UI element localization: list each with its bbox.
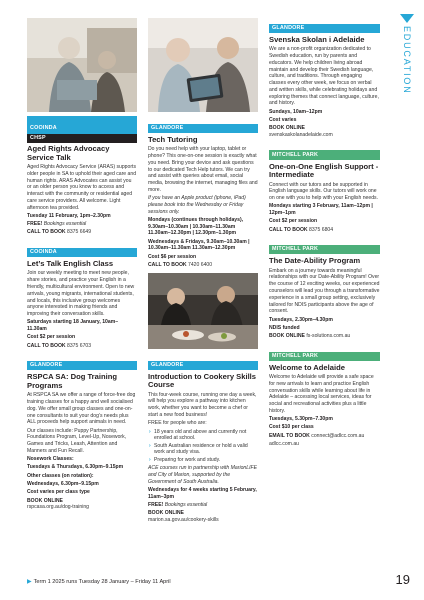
wed-fri-times: Wednesdays & Fridays, 9.30am–10.30am | 10.30am–11.30am 11.30am–12.30pm [148, 238, 250, 252]
location-tag: GLANDORE [27, 361, 137, 370]
booking-link[interactable]: fs-solutions.com.au [306, 333, 351, 340]
event-date: Tuesday 11 February, 1pm–2.30pm [27, 212, 111, 219]
photo-seniors [27, 18, 137, 112]
location-tag: COOINDA [27, 124, 60, 133]
tech-tutoring-entry [148, 116, 258, 269]
event-date: Sundays, 10am–12pm [269, 108, 323, 115]
location-tag: MITCHELL PARK [269, 245, 380, 254]
triangle-down-icon [400, 14, 414, 23]
booking-link[interactable]: marion.sa.gov.au/cookery-skills [148, 516, 219, 523]
booking-link[interactable]: rspcasa.org.au/dog-training [27, 504, 90, 511]
nosework-time: Tuesdays & Thursdays, 6.30pm–9.15pm [27, 464, 124, 471]
other-time: Wednesdays, 6.30pm–9.15pm [27, 480, 99, 487]
triangle-right-icon: ▶ [27, 579, 32, 585]
eligibility-label: FREE for people who are: [148, 420, 207, 427]
event-description: Do you need help with your laptop, tablet or phone? This one-on-one session is exactly what you need. Bring your device and ask questions to our dedicated Tech Help tutors. We can try and assist with queries about email, social media, browsing the internet, managing files and more. [148, 146, 258, 193]
phone-number[interactable]: 8375 6703 [67, 342, 92, 349]
location-tag: GLANDORE [148, 124, 258, 133]
free-note: Bookings essential [164, 501, 208, 508]
nosework-label: Nosework Classes: [27, 456, 74, 463]
event-date: Tuesdays, 2.30pm–4.30pm [269, 316, 333, 323]
term-dates: Term 1 2025 runs Tuesday 28 January – Friday 11 April [33, 579, 171, 585]
event-description: Aged Rights Advocacy Service (ARAS) supports older people in SA to uphold their aged care and human rights. ARAS Advocates can assist you or an older person you know to access and interact with the community or residential aged care service providers. All welcome. Light afternoon tea provided. [27, 164, 137, 211]
book-label: BOOK ONLINE [27, 497, 63, 504]
event-classes: Our classes include: Puppy Partnership, Foundations Program, Level-Up, Nosework, Games and Tricks, Leash, Attention and Manners and Fun Recall. [27, 427, 127, 454]
funding-note: NDIS funded [269, 324, 300, 331]
book-label: BOOK ONLINE [148, 510, 184, 517]
swedish-school-entry [269, 16, 380, 139]
event-description: We are a non-profit organization dedicated to Swedish education, run by parents and educators. We help children living abroad maintain and develop their Swedish language, culture, and traditions. Through engaging classes every other week, we focus on verbal and written skills, while celebrating holidays and exploring themes that connect language, culture, and history. [269, 46, 379, 107]
date-ability-entry [269, 237, 380, 339]
english-class-entry [27, 240, 137, 349]
event-date: Mondays starting 3 February, 11am–12pm | 12pm–1pm [269, 203, 373, 217]
cookery-entry [148, 353, 258, 524]
section-marker [400, 14, 414, 95]
event-description: At RSPCA SA we offer a range of force-free dog training classes for a happy and well socialised dog. We offer small group classes and one-on-one consultants to suit your dog’s needs plus ALL proceeds help support animals in need. [27, 392, 136, 426]
email-link[interactable]: connect@adlcc.com.au [311, 432, 365, 439]
book-label: BOOK ONLINE [269, 333, 305, 340]
event-title: Aged Rights Advocacy Service Talk [27, 144, 110, 162]
email-label: EMAIL TO BOOK [269, 432, 310, 439]
location-tag: MITCHELL PARK [269, 352, 380, 361]
list-item: › Preparing for work and study. [148, 457, 258, 464]
call-label: CALL TO BOOK [27, 342, 66, 349]
book-label: BOOK ONLINE [269, 125, 305, 132]
event-cost: Cost varies [269, 116, 297, 123]
event-description: Welcome to Adelaide will provide a safe space for new arrivals to learn and practice English conversation skills while learning about life in Adelaide – accessing local services, ideas for social and recreational activities plus a little history. [269, 374, 374, 414]
event-title: One-on-One English Support - Intermediate [269, 161, 379, 180]
column-2 [148, 18, 258, 525]
program-tag: CHSP [27, 134, 137, 143]
eligibility-list [148, 429, 258, 464]
monday-times: Mondays (continues through holidays), 9.30am–10.30am | 10.30am–11.30am 11.30am–12.30pm | 12.30pm–1.30pm [148, 216, 244, 237]
photo-cookery [148, 273, 258, 349]
free-label: FREE! [27, 221, 43, 228]
location-tag: GLANDORE [148, 361, 258, 370]
dog-training-entry [27, 353, 137, 511]
event-cost: Cost $6 per session [148, 253, 197, 260]
event-description: Join our weekly meeting to meet new people, share stories, and practice your English in a friendly, multicultural environment. Open to new arrivals, young migrants, international students, and locals, this inclusive group welcomes anyone interested in making friends and improving their conversation skills. [27, 270, 135, 318]
photo-tech [148, 18, 258, 112]
location-tag: GLANDORE [269, 24, 380, 33]
event-date: Wednesdays for 4 weeks starting 5 February, 11am–3pm [148, 486, 257, 500]
website-link[interactable]: adlcc.com.au [269, 440, 300, 447]
event-description: Embark on a journey towards meaningful relationships with our Date-Ability Program! Over the course of 12 exciting weeks, our experienced counselors will lead you through a transformative experience in a small group setting, exclusively tailored for NDIS participants above the age of consent. [269, 267, 380, 315]
tech-image [148, 18, 258, 112]
one-on-one-entry [269, 143, 380, 234]
list-item: › 18 years old and above and currently not enrolled at school. [148, 429, 258, 443]
column-3 [269, 16, 380, 449]
location-tag: MITCHELL PARK [269, 150, 380, 159]
event-date: Tuesdays, 5.30pm–7.30pm [269, 416, 333, 423]
event-cost: Cost $10 per class [269, 424, 314, 431]
booking-link[interactable]: svenskaskolanadelaide.com [269, 131, 333, 138]
location-tag: COOINDA [27, 248, 137, 257]
welcome-adelaide-entry [269, 344, 380, 448]
event-cost: Cost $2 per session [269, 218, 318, 225]
list-item: › South Australian residence or hold a valid work and study visa. [148, 443, 258, 457]
event-date: Saturdays starting 18 January, 10am–11.30am [27, 319, 119, 333]
event-cost: Cost $2 per session [27, 334, 76, 341]
event-title: RSPCA SA: Dog Training Programs [27, 372, 118, 391]
event-title: Tech Tutoring [148, 135, 198, 144]
section-label: EDUCATION [402, 26, 412, 95]
column-1 [27, 18, 137, 513]
call-label: CALL TO BOOK [148, 261, 187, 268]
event-cost: Cost varies per class type [27, 489, 90, 496]
footer [27, 578, 171, 585]
event-title: Let’s Talk English Class [27, 259, 114, 269]
event-title: Introduction to Cookery Skills Course [148, 371, 257, 390]
phone-number[interactable]: 8375 6804 [309, 226, 334, 233]
event-title: Welcome to Adelaide [269, 362, 345, 372]
phone-number[interactable]: 8375 6649 [67, 229, 92, 236]
partner-note: ACE courses run in partnership with MarionLIFE and City of Marion, supported by the Government of South Australia. [148, 465, 257, 485]
other-label: Other classes (on rotation): [27, 472, 94, 479]
seniors-image [27, 18, 137, 112]
event-title: Svenska Skolan i Adelaide [269, 35, 365, 44]
event-description: This four-week course, running one day a week, will help you explore a pathway into kitchen work, whether you want to become a chef or start a new food business! [148, 391, 257, 418]
call-label: CALL TO BOOK [27, 229, 66, 236]
page-number: 19 [395, 572, 410, 587]
phone-number[interactable]: 7420 6400 [188, 261, 213, 268]
free-label: FREE! [148, 501, 164, 508]
cookery-image [148, 273, 258, 349]
event-title: The Date-Ability Program [269, 256, 361, 266]
call-label: CALL TO BOOK [269, 226, 308, 233]
aged-rights-entry [27, 116, 137, 236]
event-note: If you have an Apple product (iphone, iPad) please book into the Wednesday or Friday sessions only. [148, 195, 246, 215]
free-note: Bookings essential [43, 221, 87, 228]
event-description: Connect with our tutors and be supported in English language skills. Our tutors will work one on one with you to help with your English needs. [269, 181, 379, 202]
